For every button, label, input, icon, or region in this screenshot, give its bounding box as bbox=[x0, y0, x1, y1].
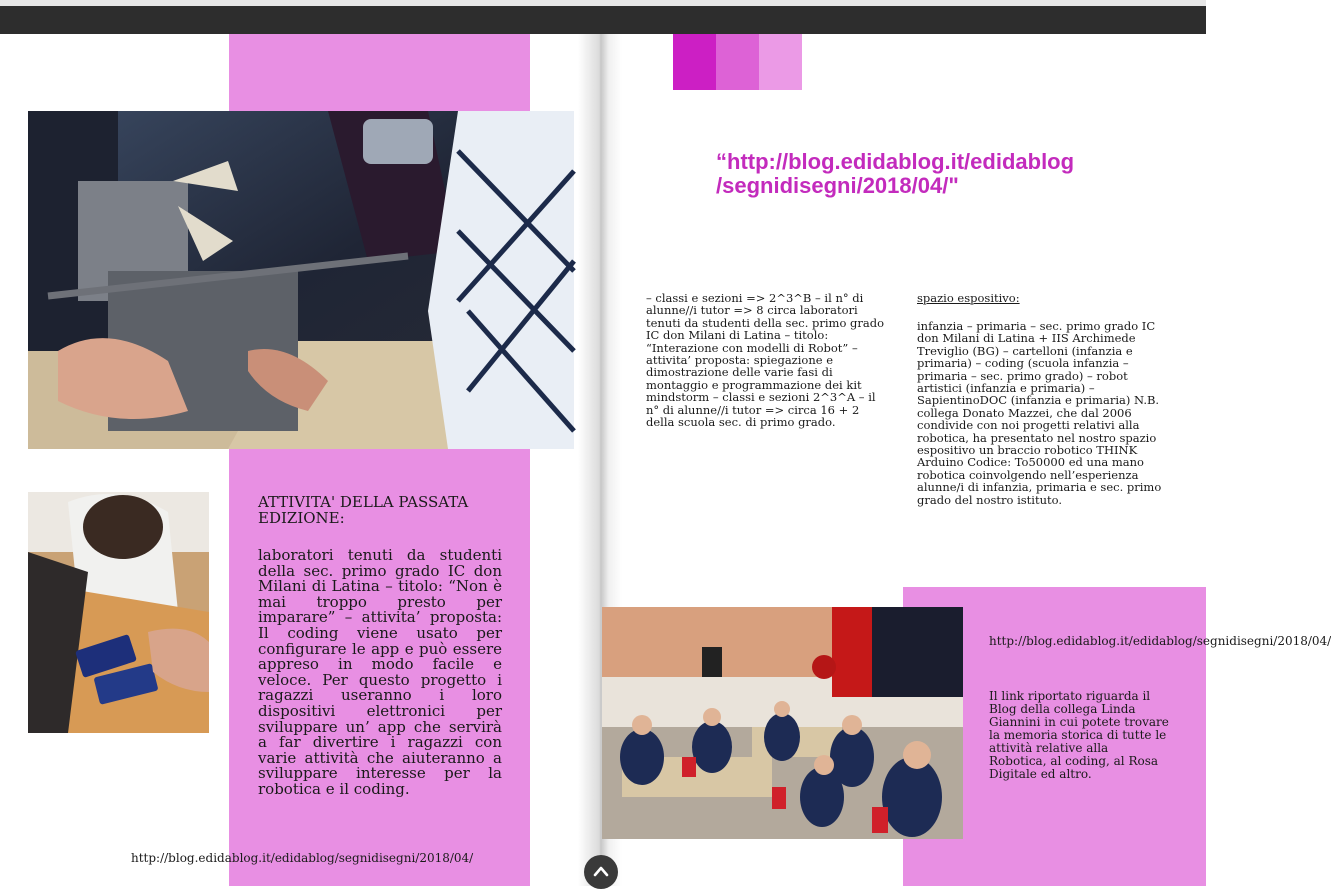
exhibit-space-body: infanzia – primaria – sec. primo grado IC don Milani di Latina + IIS Archimede Treviglio (BG) – cartelloni (infanzia e primaria) – coding (scuola infanzia – primaria – sec. primo grado) – robot artistici (infanzia e primaria) – SapientinoDOC (infanzia e primaria) N.B. collega Donato Mazzei, che dal 2006 condivide con noi progetti relativi alla robotica, ha presentato nel nostro spazio espositivo un braccio robotico THINK Arduino Codice: To50000 ed una mano robotica coinvolgendo nell’esperienza alunne/i di infanzia, primaria e sec. primo grado del nostro istituto. bbox=[917, 319, 1162, 507]
viewer-top-bar bbox=[0, 0, 1206, 34]
chevron-up-icon bbox=[593, 865, 609, 877]
classroom-photo bbox=[602, 607, 963, 839]
left-footer-url[interactable]: http://blog.edidablog.it/edidablog/segnidisegni/2018/04/ bbox=[131, 851, 474, 865]
left-page bbox=[0, 34, 600, 886]
robot-photo bbox=[28, 111, 574, 449]
decor-square-1 bbox=[673, 34, 716, 90]
headline-url[interactable]: “http://blog.edidablog.it/edidablog /segnidisegni/2018/04/" bbox=[716, 149, 1075, 198]
blog-note-text: Il link riportato riguarda il Blog della collega Linda Giannini in cui potete trovare la memoria storica di tutte le attività relative alla Robotica, al coding, al Rosa Digitale ed altro. bbox=[989, 689, 1169, 781]
lab-description-column: – classi e sezioni => 2^3^B – il n° di alunne//i tutor => 8 circa laboratori tenuti da studenti della sec. primo grado IC don Milani di Latina – titolo: “Interazione con modelli di Robot” – attivita’ proposta: spiegazione e dimostrazione delle varie fasi di montaggio e programmazione dei kit mindstorm – classi e sezioni 2^3^A – il n° di alunne//i tutor => circa 16 + 2 della scuola sec. di primo grado. bbox=[646, 291, 885, 430]
decor-square-3 bbox=[759, 34, 802, 90]
past-edition-title: ATTIVITA' DELLA PASSATA EDIZIONE: bbox=[258, 493, 469, 527]
blog-note-url[interactable]: http://blog.edidablog.it/edidablog/segnidisegni/2018/04/ bbox=[989, 634, 1331, 648]
exhibit-space-heading: spazio espositivo: bbox=[917, 291, 1020, 305]
past-edition-body: laboratori tenuti da studenti della sec. primo grado IC don Milani di Latina – titolo: “Non è mai troppo presto per imparare” – attivita’ proposta: Il coding viene usato per configurare le app e può essere appreso in modo facile e veloce. Per questo progetto i ragazzi useranno i loro dispositivi elettronici per sviluppare un’ app che servirà a far divertire i ragazzi con varie attività che aiuteranno a sviluppare interesse per la robotica e il coding. bbox=[258, 546, 502, 798]
tablet-photo bbox=[28, 492, 209, 733]
decor-square-2 bbox=[716, 34, 759, 90]
right-page bbox=[600, 34, 1331, 886]
scroll-up-button[interactable] bbox=[584, 855, 618, 889]
